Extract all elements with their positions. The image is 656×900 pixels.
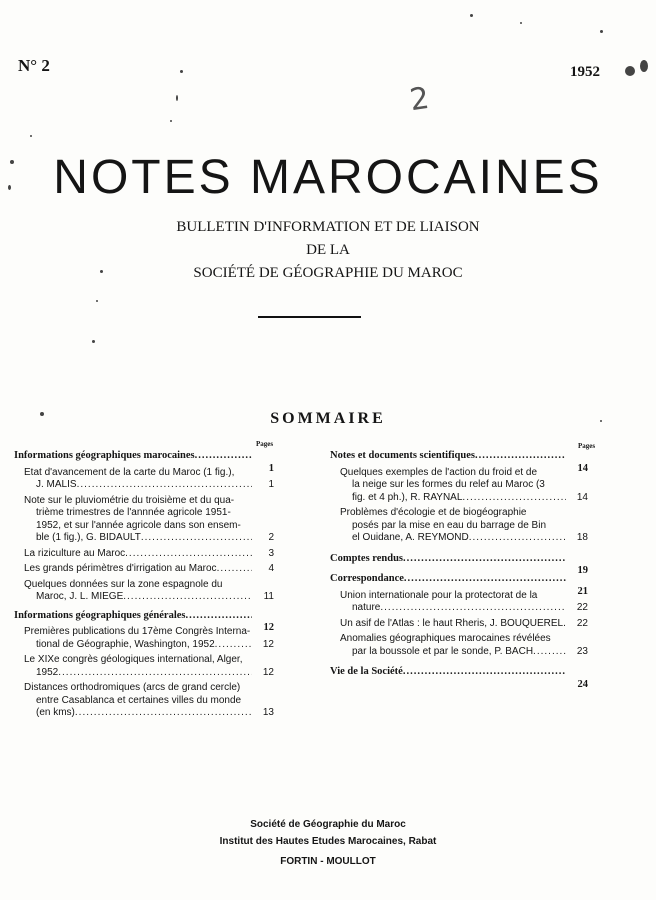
toc-entry-line: entre Casablanca et certaines villes du monde: [36, 694, 242, 706]
toc-entry-line: el Ouidane, A. REYMOND .....: [340, 532, 588, 545]
toc-section: [330, 666, 588, 690]
toc-entry: [14, 548, 274, 561]
toc-page-number: 1: [268, 462, 274, 474]
toc-page-number: 13: [262, 707, 274, 718]
toc-entry-line: Distances orthodromiques (arcs de grand cercle): [24, 682, 241, 693]
toc-entry-line: 1952, et sur l'année agricole dans son ensem-: [36, 519, 241, 531]
toc-page-number: 18: [576, 532, 588, 543]
toc-entry-line: Premières publications du 17ème Congrès Interna-: [24, 626, 251, 637]
toc-page-number: 4: [268, 563, 274, 574]
toc-entry-line: Union internationale pour la protectorat de la: [340, 589, 538, 601]
toc-entry-line: trième trimestres de l'annnée agricole 1951-: [36, 507, 231, 518]
toc-entry-line: posés par la mise en eau du barrage de Bin: [352, 519, 547, 531]
toc-page-number: 1: [268, 479, 274, 490]
toc-entry-line: 1952 .....: [24, 667, 274, 680]
toc-entry: [330, 590, 588, 615]
toc-entry-line: Les grands périmètres d'irrigation au Maroc .....: [24, 563, 274, 576]
toc-entry-line: Quelques données sur la zone espagnole du: [24, 578, 223, 590]
toc-entry: [14, 495, 274, 545]
subtitle-line-3: SOCIÉTÉ DE GÉOGRAPHIE DU MAROC: [193, 265, 463, 281]
toc-section-title: Informations géographiques générales: [14, 609, 186, 621]
toc-entry-line: Le XIXe congrès géologiques international, Alger,: [24, 654, 243, 665]
toc-entry-line: ble (1 fig.), G. BIDAULT .....: [24, 532, 274, 545]
toc-page-number: 21: [577, 585, 588, 597]
toc-page-number: 11: [263, 591, 274, 602]
toc-entry: [14, 467, 274, 492]
toc-entry-line: La riziculture au Maroc .....: [24, 548, 274, 561]
handwritten-mark: 2: [407, 80, 432, 119]
footer-society: Société de Géographie du Maroc: [250, 819, 406, 830]
toc-page-number: 14: [577, 462, 588, 474]
toc-page-number: 2: [268, 532, 274, 543]
toc-right-column: [330, 450, 588, 690]
publication-year: 1952: [570, 64, 600, 80]
pages-label-right: Pages: [578, 442, 596, 450]
toc-entry-line: par la boussole et par le sonde, P. BACH .....: [340, 646, 588, 659]
toc-entry-line: (en kms) .....: [24, 707, 274, 720]
toc-section-title: Notes et documents scientifiques: [330, 450, 475, 461]
footer-printer: FORTIN - MOULLOT: [280, 856, 376, 867]
toc-section: [330, 552, 588, 576]
subtitle-line-2: DE LA: [306, 242, 350, 258]
toc-entry: [14, 579, 274, 604]
toc-entry-line: Maroc, J. L. MIEGE .....: [24, 591, 274, 604]
toc-page-number: 12: [262, 666, 274, 678]
toc-entry: [330, 507, 588, 545]
toc-page-number: 22: [576, 617, 588, 629]
toc-page-number: 24: [577, 678, 588, 690]
toc-entry-line: Quelques exemples de l'action du froid et de: [340, 466, 538, 478]
toc-entry: [14, 563, 274, 576]
toc-entry: [330, 467, 588, 505]
issue-number: N° 2: [18, 56, 50, 75]
toc-entry-line: Etat d'avancement de la carte du Maroc (1 fig.),: [24, 466, 235, 478]
toc-entry-line: tional de Géographie, Washington, 1952 .....: [24, 639, 274, 652]
toc-entry-line: Un asif de l'Atlas : le haut Rheris, J. BOUQUEREL .....: [340, 618, 588, 631]
pages-label-left: Pages: [256, 440, 274, 448]
toc-page-number: 3: [268, 547, 274, 559]
toc-entry-line: nature .....: [340, 602, 588, 615]
title-divider: [258, 316, 361, 318]
toc-page-number: 23: [576, 645, 588, 657]
toc-entry-line: Note sur le pluviométrie du troisième et du qua-: [24, 494, 235, 506]
toc-page-number: 14: [576, 491, 588, 503]
page-title: NOTES MAROCAINES: [53, 151, 603, 204]
toc-entry-line: la neige sur les formes du relef au Maroc (3: [352, 479, 545, 490]
toc-page-number: 19: [577, 565, 588, 576]
toc-section-title: Vie de la Société: [330, 666, 403, 677]
toc-entry-line: Problèmes d'écologie et de biogéographie: [340, 507, 527, 518]
toc-left-column: [14, 450, 274, 723]
toc-section-title: Correspondance: [330, 573, 404, 584]
toc-entry: [14, 626, 274, 651]
toc-page-number: 12: [262, 638, 274, 650]
toc-entry: [14, 654, 274, 679]
subtitle-line-1: BULLETIN D'INFORMATION ET DE LIAISON: [176, 219, 480, 235]
toc-entry-line: Anomalies géographiques marocaines révélées: [340, 633, 551, 644]
toc-entry: [330, 618, 588, 631]
toc-entry-line: fig. et 4 ph.), R. RAYNAL .....: [340, 492, 588, 505]
toc-page-number: 22: [576, 602, 588, 613]
toc-entry: [330, 633, 588, 658]
toc-entry: [14, 682, 274, 720]
toc-entry-line: J. MALIS .....: [24, 479, 274, 492]
toc-section-title: Comptes rendus: [330, 552, 404, 564]
toc-section-title: Informations géographiques marocaines: [14, 450, 195, 461]
sommaire-heading: SOMMAIRE: [270, 410, 386, 427]
footer-institute: Institut des Hautes Etudes Marocaines, Rabat: [219, 836, 437, 847]
toc-page-number: 12: [263, 622, 274, 633]
